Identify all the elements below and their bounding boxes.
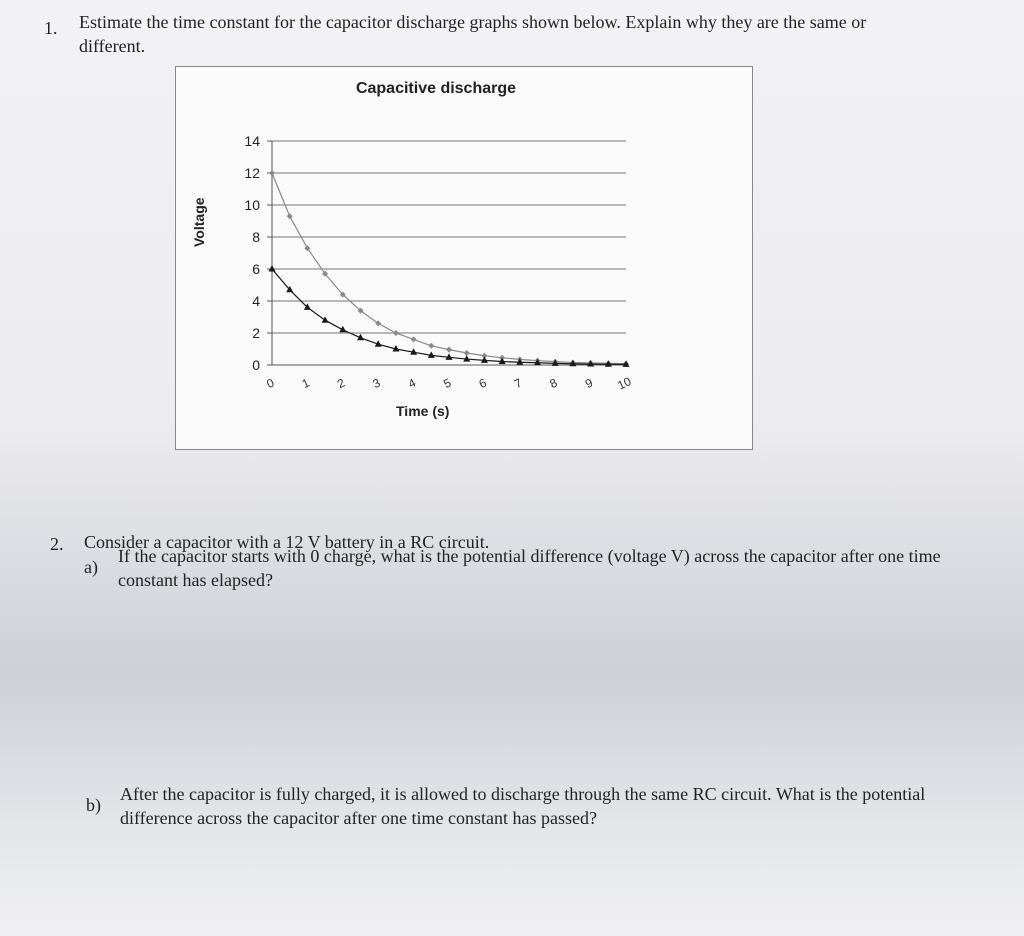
- y-tick-label: 10: [244, 197, 260, 213]
- y-tick-label: 14: [244, 133, 260, 149]
- question-2a-label: a): [84, 557, 98, 577]
- x-tick-label: 8: [547, 375, 560, 392]
- question-2a-text: If the capacitor starts with 0 charge, what is the potential difference (voltage V) across the capacitor after one time constant has elapsed?: [118, 546, 941, 590]
- chart-plot: [176, 67, 752, 449]
- x-tick-label: 3: [370, 375, 383, 392]
- x-tick-label: 10: [615, 374, 634, 393]
- series-1-point: [287, 213, 293, 219]
- series-1-point: [446, 347, 452, 353]
- series-1-point: [269, 170, 275, 176]
- chart-title: Capacitive discharge: [355, 80, 517, 97]
- x-axis-label: Time (s): [396, 403, 450, 419]
- question-2b-text: After the capacitor is fully charged, it is allowed to discharge through the same RC circuit. What is the potential difference across the capacitor after one time constant has passed?: [120, 784, 926, 828]
- y-tick-label: 4: [252, 293, 260, 309]
- x-tick-label: 9: [582, 375, 595, 392]
- x-tick-label: 0: [264, 375, 277, 392]
- series-1-point: [411, 336, 417, 342]
- series-2-point: [552, 359, 559, 366]
- x-tick-label: 5: [441, 375, 454, 392]
- question-2b-label: b): [86, 795, 101, 815]
- x-tick-label: 7: [512, 375, 525, 392]
- series-1-point: [428, 343, 434, 349]
- x-tick-label: 6: [476, 375, 489, 392]
- x-tick-label: 2: [335, 375, 348, 392]
- series-2-point: [534, 359, 541, 366]
- series-1-point: [393, 330, 399, 336]
- question-2-number: 2.: [50, 534, 64, 554]
- series-1-line: [272, 173, 626, 364]
- series-2-point: [322, 316, 329, 323]
- series-2-point: [269, 265, 276, 272]
- y-tick-label: 12: [244, 165, 260, 181]
- question-1-number: 1.: [44, 18, 58, 38]
- x-tick-label: 1: [299, 375, 312, 392]
- question-1-text: Estimate the time constant for the capacitor discharge graphs shown below. Explain why they are the same or different.: [79, 12, 867, 56]
- y-tick-label: 8: [252, 229, 260, 245]
- y-tick-label: 6: [252, 261, 260, 277]
- y-tick-label: 0: [252, 357, 260, 373]
- capacitive-discharge-chart: [175, 66, 753, 450]
- y-axis-label: Voltage: [191, 197, 207, 247]
- y-tick-label: 2: [252, 325, 260, 341]
- question-2-text: Consider a capacitor with a 12 V battery in a RC circuit.: [84, 532, 490, 552]
- x-tick-label: 4: [405, 375, 418, 392]
